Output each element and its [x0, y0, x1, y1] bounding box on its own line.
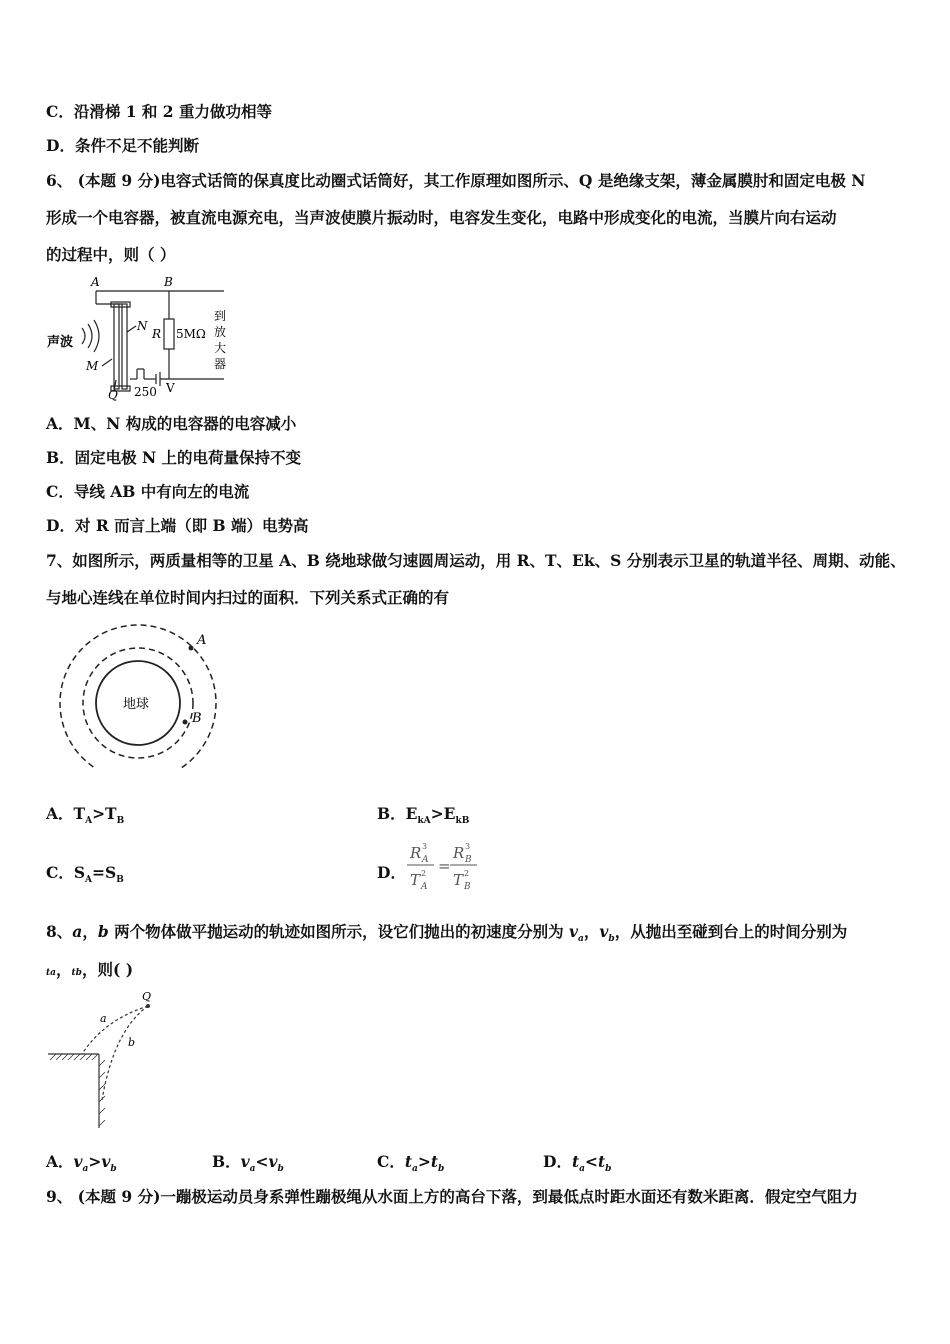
q6-option-b: B．固定电极 N 上的电荷量保持不变 — [46, 448, 302, 467]
q6-stem-line-1: 6、 (本题 9 分)电容式话筒的保真度比动圈式话筒好，其工作原理如图所示、Q 是绝缘支架，薄金属膜肘和固定电极 N — [46, 171, 866, 190]
svg-text:2: 2 — [464, 869, 470, 878]
svg-text:T: T — [453, 871, 464, 889]
svg-text:B: B — [465, 855, 472, 865]
q9-stem-line-1: 9、 (本题 9 分)一蹦极运动员身系弹性蹦极绳从水面上方的高台下落，到最低点时距水面还有数米距离．假定空气阻力 — [46, 1187, 858, 1206]
label-v: V — [166, 381, 175, 395]
label-250: 250 — [134, 385, 157, 399]
label-a: A — [197, 633, 207, 648]
label-to-1: 到 — [214, 309, 227, 323]
q7-stem-line-2: 与地心连线在单位时间内扫过的面积．下列关系式正确的有 — [46, 588, 450, 607]
q6-circuit-diagram — [44, 274, 244, 404]
satellite-b — [183, 720, 188, 725]
q8-option-b: B．$v_a<v_b$ — [212, 1152, 284, 1175]
q5-option-c: C．沿滑梯 1 和 2 重力做功相等 — [46, 102, 272, 121]
q6-option-d: D．对 R 而言上端（即 B 端）电势高 — [46, 516, 309, 535]
svg-text:B: B — [464, 882, 471, 892]
q8-option-d: D．$t_a<t_b$ — [543, 1152, 612, 1175]
svg-text:3: 3 — [422, 842, 428, 851]
q6-option-a: A．M、N 构成的电容器的电容减小 — [46, 414, 297, 433]
label-a: a — [100, 1012, 107, 1025]
label-to-3: 大 — [214, 341, 227, 355]
label-a: A — [91, 275, 100, 289]
svg-text:T: T — [410, 871, 421, 889]
q7-option-a: A．$T_A>T_B$ — [46, 804, 125, 827]
q7-orbit-diagram — [50, 618, 225, 768]
label-to-2: 放 — [214, 325, 227, 339]
label-q: Q — [108, 388, 118, 402]
q7-option-b: B．$E_{kA}>E_{kB}$ — [377, 804, 470, 827]
q8-stem-line-1: 8、a，b 两个物体做平抛运动的轨迹如图所示，设它们抛出的初速度分别为 $v_a$，$v_b$，从抛出至碰到台上的时间分别为 — [46, 922, 848, 945]
q7-option-d: D． — [377, 863, 406, 882]
label-n: N — [137, 319, 148, 333]
label-r: R — [152, 327, 162, 341]
q6-option-c: C．导线 AB 中有向左的电流 — [46, 482, 250, 501]
q8-projectile-diagram — [44, 990, 169, 1130]
svg-text:A: A — [422, 855, 429, 865]
label-resistance: 5MΩ — [176, 327, 206, 341]
svg-text:A: A — [421, 882, 428, 892]
q8-option-c: C．$t_a>t_b$ — [377, 1152, 445, 1175]
q6-stem-line-3: 的过程中，则（ ） — [46, 245, 176, 264]
earth-label: 地球 — [123, 697, 150, 712]
q8-option-a: A．$v_a>v_b$ — [46, 1152, 117, 1175]
q7-option-d-formula — [405, 838, 480, 894]
label-m: M — [86, 359, 99, 373]
label-q: Q — [142, 990, 152, 1003]
label-b: B — [164, 275, 173, 289]
label-b: B — [192, 711, 202, 726]
satellite-a — [189, 646, 194, 651]
q5-option-d: D．条件不足不能判断 — [46, 136, 199, 155]
svg-text:=: = — [438, 857, 451, 875]
q8-stem-line-2: ta，tb，则( ) — [46, 960, 134, 979]
label-b: b — [128, 1036, 136, 1049]
svg-text:2: 2 — [421, 869, 427, 878]
q7-stem-line-1: 7、如图所示，两质量相等的卫星 A、B 绕地球做匀速圆周运动，用 R、T、Ek、S 分别表示卫星的轨道半径、周期、动能、 — [46, 551, 906, 570]
label-to-4: 器 — [214, 357, 227, 371]
q6-stem-line-2: 形成一个电容器，被直流电源充电，当声波使膜片振动时，电容发生变化，电路中形成变化的电流，当膜片向右运动 — [46, 208, 837, 227]
svg-text:R: R — [410, 844, 422, 862]
q7-option-c: C．$S_A=S_B$ — [46, 863, 124, 886]
svg-text:3: 3 — [465, 842, 471, 851]
label-sound-wave: 声波 — [47, 335, 74, 350]
svg-text:R: R — [453, 844, 465, 862]
